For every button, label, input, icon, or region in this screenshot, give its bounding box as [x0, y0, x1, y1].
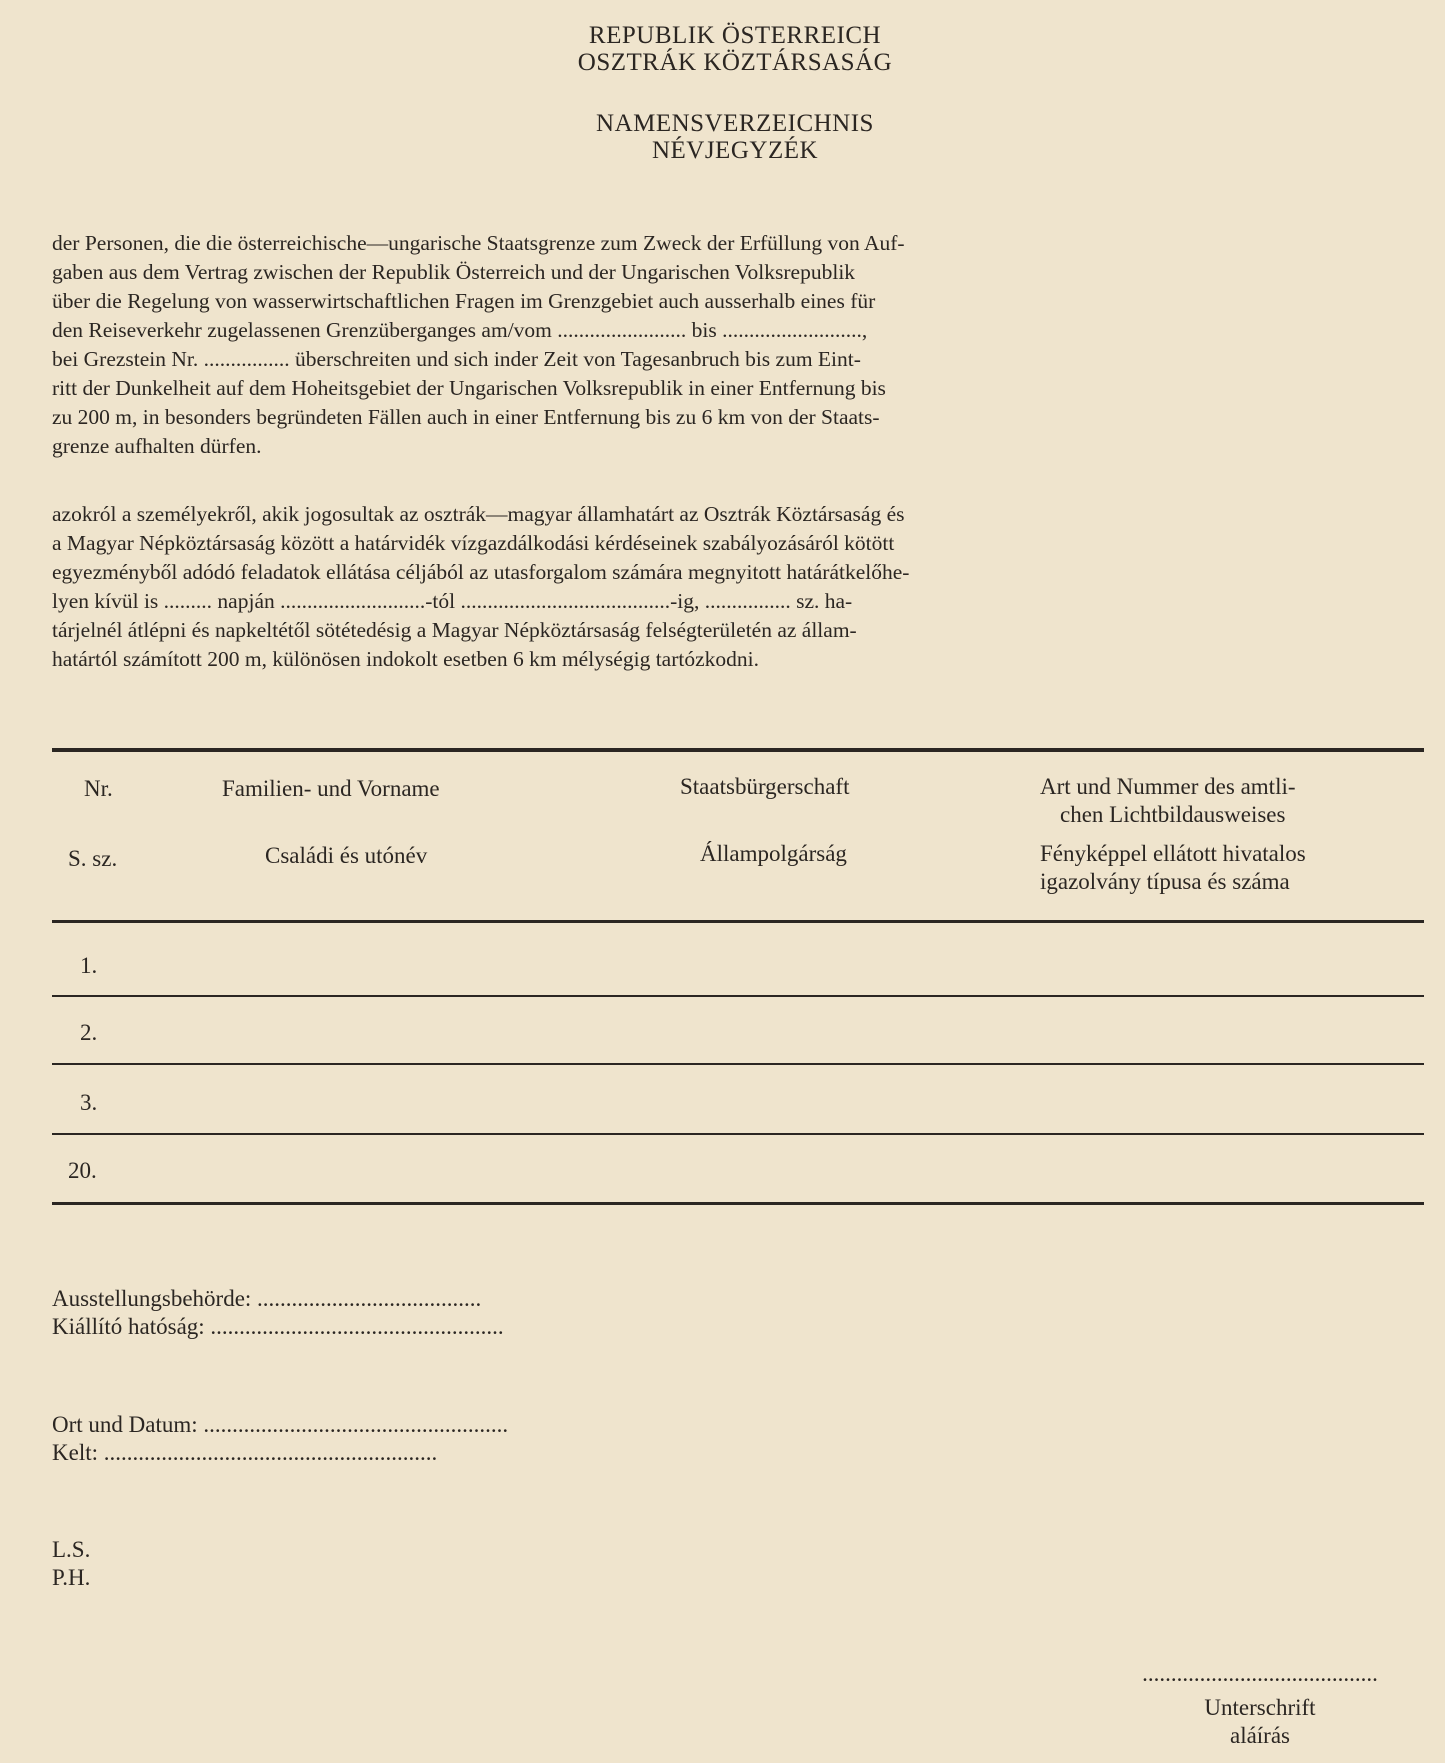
german-line: zu 200 m, in besonders begründeten Fällen auch in einer Entfernung bis zu 6 km von der Staats-: [52, 405, 880, 429]
header-republic-hu: OSZTRÁK KÖZTÁRSASÁG: [577, 49, 893, 76]
hungarian-line: határtól számított 200 m, különösen indokolt esetben 6 km mélységig tartózkodni.: [52, 647, 759, 671]
table-bottom-rule: [52, 1202, 1424, 1205]
col-citizenship-hu: Állampolgárság: [700, 841, 847, 866]
signature-line: .........................................: [1142, 1661, 1378, 1686]
place-date-de: Ort und Datum: .....................................................: [52, 1412, 509, 1437]
header-republic-de: REPUBLIK ÖSTERREICH: [588, 22, 882, 49]
document-header: [0, 22, 1445, 76]
hungarian-paragraph: [52, 500, 1387, 674]
table-row-number: 2.: [80, 1020, 98, 1045]
col-id-hu-2: igazolvány típusa és száma: [1040, 869, 1290, 894]
seal-label-hu: P.H.: [52, 1565, 91, 1590]
german-line: der Personen, die die österreichische—ungarische Staatsgrenze zum Zweck der Erfüllung von Auf-: [52, 231, 905, 255]
hungarian-line: azokról a személyekről, akik jogosultak az osztrák—magyar államhatárt az Osztrák Köztársaság és: [52, 502, 905, 526]
german-line: über die Regelung von wasserwirtschaftlichen Fragen im Grenzgebiet auch ausserhalb eines für: [52, 289, 876, 313]
title-hu: NÉVJEGYZÉK: [651, 137, 819, 164]
hungarian-line: egyezményből adódó feladatok ellátása céljából az utasforgalom számára megnyitott határátkelőhe-: [52, 560, 910, 584]
german-line: bei Grezstein Nr. ................ überschreiten und sich inder Zeit von Tagesanbruch bis zum Eint-: [52, 347, 861, 371]
signature-label-de: Unterschrift: [1204, 1695, 1316, 1720]
hungarian-line: a Magyar Népköztársaság között a határvidék vízgazdálkodási kérdéseinek szabályozásáról kötött: [52, 531, 895, 555]
hungarian-line: tárjelnél átlépni és napkeltétől sötétedésig a Magyar Népköztársaság felségterületén az állam-: [52, 618, 857, 642]
table-row-rule: [52, 1063, 1424, 1065]
table-row-number: 1.: [80, 953, 98, 978]
table-row-rule: [52, 1133, 1424, 1135]
issuing-authority-de: Ausstellungsbehörde: .......................................: [52, 1286, 482, 1311]
col-citizenship-de: Staatsbürgerschaft: [680, 774, 850, 799]
col-name-de: Familien- und Vorname: [222, 776, 440, 801]
issuing-authority-hu: Kiállító hatóság: ...................................................: [52, 1314, 504, 1339]
place-date-hu: Kelt: ..........................................................: [52, 1440, 438, 1465]
col-name-hu: Családi és utónév: [265, 843, 428, 868]
german-line: ritt der Dunkelheit auf dem Hoheitsgebiet der Ungarischen Volksrepublik in einer Entfernung bis: [52, 376, 886, 400]
col-id-de-1: Art und Nummer des amtli-: [1040, 774, 1296, 799]
table-row-number: 3.: [80, 1090, 98, 1115]
seal-label-de: L.S.: [52, 1537, 91, 1562]
hungarian-line: lyen kívül is ......... napján ...........................-tól .......................................-ig, ................ sz. ha-: [52, 589, 853, 613]
table-row-number: 20.: [68, 1158, 97, 1183]
col-nr-de: Nr.: [84, 776, 113, 801]
table-top-rule: [52, 748, 1424, 752]
col-nr-hu: S. sz.: [68, 846, 118, 871]
german-line: gaben aus dem Vertrag zwischen der Republik Österreich und der Ungarischen Volksrepublik: [52, 260, 856, 284]
german-line: den Reiseverkehr zugelassenen Grenzüberganges am/vom ........................ bis ..........................,: [52, 318, 868, 342]
document-title: [0, 110, 1445, 164]
title-de: NAMENSVERZEICHNIS: [596, 110, 874, 137]
table-header-rule: [52, 920, 1424, 923]
german-paragraph: [52, 229, 1387, 461]
signature-label-hu: aláírás: [1229, 1723, 1290, 1748]
german-line: grenze aufhalten dürfen.: [52, 434, 262, 458]
col-id-de-2: chen Lichtbildausweises: [1060, 802, 1286, 827]
table-row-rule: [52, 995, 1424, 997]
col-id-hu-1: Fényképpel ellátott hivatalos: [1040, 841, 1306, 866]
